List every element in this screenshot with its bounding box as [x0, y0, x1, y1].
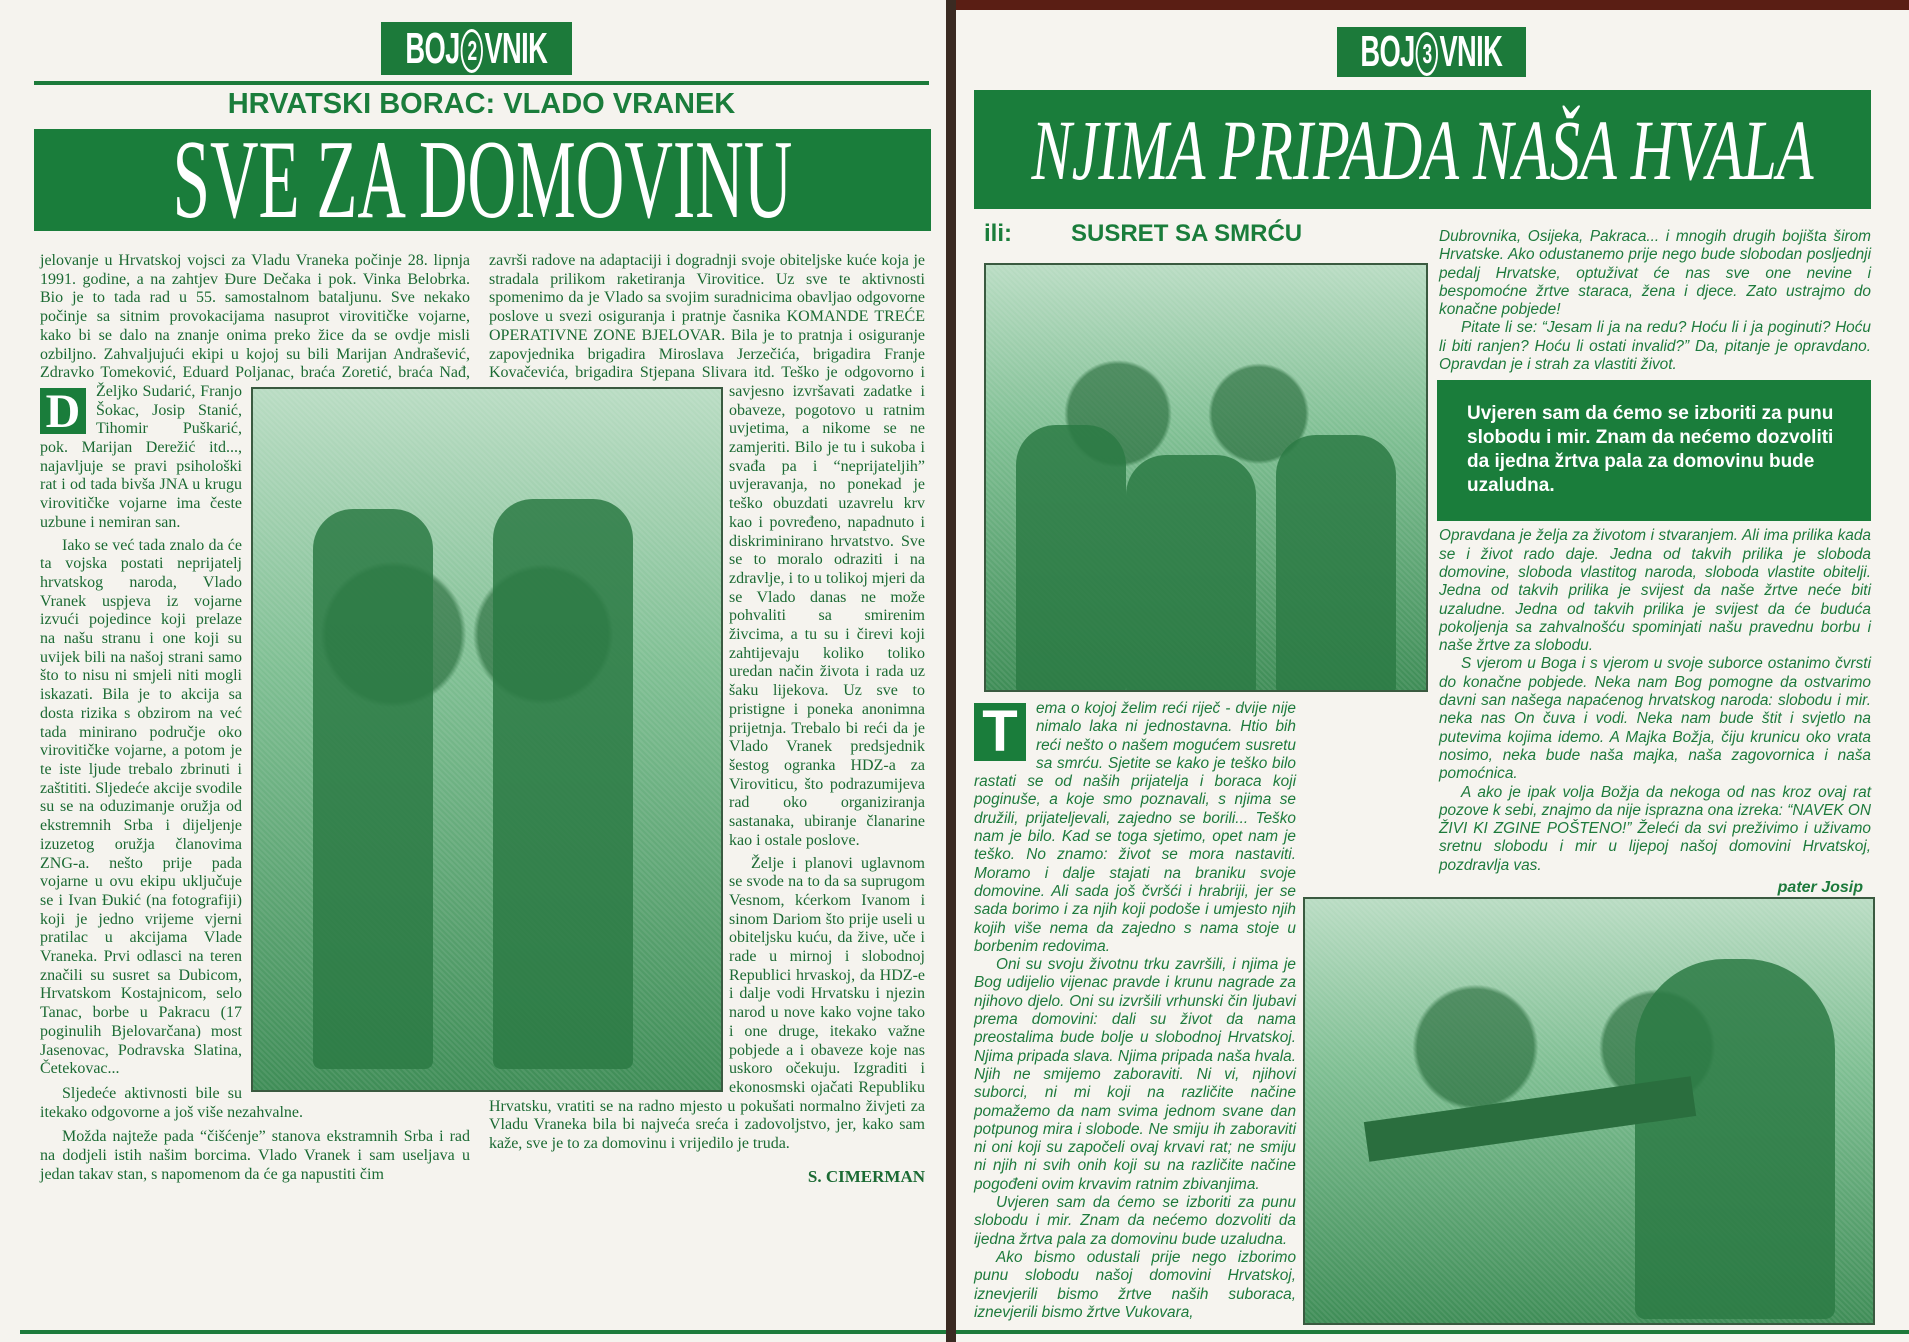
left-page: [0, 0, 946, 1342]
article-col2: [489, 252, 925, 1186]
paragraph: Oni su svoju životnu trku završili, i njima je Bog udijelio vijenac pravde i krunu nagrade za njihovo djelo. Oni su izvršili vrhunski čin ljubavi prema domovini: dali su život da nama preostalima bude bolje u slobodnoj Hrvatskoj. Njima pripada slava. Njima pripada naša hvala. Njih ne smijemo zaboraviti. Ni vi, njihovi suborci, ni mi koji na različite načine pomažemo da nam svima jednom svane dan potpunog mira i slobode. Ne smiju ih zaboraviti ni oni koji su započeli ovaj krvavi rat; ne smiju ni njih ni svih onih koji su na različite načine pogođeni ovim krvavim ratnim zbivanjima.: [974, 956, 1296, 1193]
headline-banner: [974, 90, 1871, 209]
drop-cap: D: [40, 388, 86, 434]
byline: S. CIMERMAN: [807, 1166, 925, 1186]
paragraph: Pitate li se: “Jesam li ja na redu? Hoću li i ja poginuti? Hoću li biti ranjen? Hoću li ostati invalid?” Da, pitanje je opravdano. Opravdan je i strah za vlastiti život.: [1439, 319, 1871, 374]
text-run: Želje i planovi uglavnom se svode na to da sa suprugom Vesnom,: [729, 854, 925, 909]
text-run: Miroslava Jerzečića, brigadira Franje Kovačevića, brigadira Stjepana Slivara itd. Teško je odgovorno i savjesno izvršavati zadatke i obaveze, pogotovo u ratnim uvjetima, a nikome se ne zamjeriti. Bilo je tu i sukoba i svađa pa i “neprijateljih” uvjeravanja, no ponekad je teško obuzdati uzavrelu krv kao i povređeno, napadnuto i diskriminirano hrvatstvo. Sve se to moralo odraziti i na zdravlje, i to u tolikoj mjeri da se Vlado danas ne može pohvaliti sa smirenim živcima, a tu su i čirevi koji zahtijevaju koliko toliko uredan način života i rada uz šaku lijekova. Uz sve to pristigne i poneka anonimna prijetnja. Trebalo bi reći da je Vlado Vranek predsjednik šestog ogranka HDZ-a za Viroviticu, što podrazumijeva rad oko organiziranja sastanaka, ubiranje članarine kao i ostale poslove.: [489, 345, 926, 849]
photo-wrap-spacer: [489, 383, 729, 1096]
paragraph: Ako bismo odustali prije nego izborimo punu slobodu našoj domovini Hrvatskoj, iznevjerili bismo žrtve naših suboraca, iznevjerili bismo žrtve Vukovara,: [974, 1248, 1296, 1321]
logo-text: VNIK: [1439, 27, 1503, 76]
paragraph: Možda najteže pada “čišćenje” stanova ekstramnih Srba i rad na dodjeli istih našim borcima. Vlado Vranek i sam useljava u jedan takav stan, s napomenom da će ga napustiti čim: [40, 1128, 470, 1183]
header-rule: [34, 81, 929, 85]
text-run: kćerkom Ivanom i sinom Dariom što prije useli u obiteljsku kuću, da žive, uče i rade u mirnoj i slobodnoj Republici hrvaskoj, da HDZ-e i dalje vodi Hrvatsku i njezin narod u nove kako vojne tako i one druge, itekako važne pobjede a i obaveze koje nas uskoro očekuju. Izgraditi i ekonosmski ojačati Republiku Hrvatsku, vratiti se na radno mjesto u pokušati normalno živjeti za Vladu Vraneka bila bi najveća sreća i zadovoljstvo, jer, kako sam kaže, sve je to za domovinu i vrijedilo je truda.: [489, 891, 926, 1153]
paragraph: Uvjeren sam da ćemo se izboriti za punu slobodu i mir. Znam da nećemo dozvoliti da ijedna žrtva pala za domovinu bude uzaludna.: [974, 1194, 1296, 1248]
signature: pater Josip: [1777, 879, 1863, 897]
page-number-badge: 2: [461, 29, 483, 73]
paragraph: ema o kojoj želim reći riječ - dvije nije nimalo laka ni jednostavna. Htio bih reći nešto o našem mogućem susretu sa smrću. Sjetite se kako je teško bilo rastati se od naših prijatelja i boraca koji poginuše, a koje smo poznavali, s njima se družili, prijateljevali, zajedno se borili... Teško nam je bilo. Kad se toga sjetimo, opet nam je teško. No znamo: život se mora nastaviti. Moramo i dalje stajati na braniku svoje domovine. Ali sada još čvršći i hrabriji, jer se sada borimo i za njih koji podoše i umjesto njih kojih više nema da zajedno s nama stoje u borbenim redovima.: [974, 700, 1296, 955]
subhead-prefix: ili:: [984, 220, 1012, 247]
logo-text: VNIK: [484, 23, 548, 73]
bojovnik-logo: [381, 22, 572, 75]
drop-cap: T: [974, 703, 1026, 761]
article-col1: [40, 252, 470, 1184]
headline-banner: [34, 129, 931, 231]
left-col-text: [974, 700, 1296, 1322]
logo-text: BOJ: [405, 23, 460, 73]
soldier-figure: [1016, 425, 1126, 692]
paragraph: A ako je ipak volja Božja da nekoga od nas kroz ovaj rat pozove k sebi, znajmo da nije isprazna ona izreka: “NAVEK ON ŽIVI KI ZGINE POŠTENO!” Želeći da svi preživimo i uživamo sretnu slobodu i mir u lijepoj našoj domovini Hrvatskoj, pozdravlja vas.: [1439, 783, 1872, 874]
headline: NJIMA PRIPADA NAŠA HVALA: [1031, 101, 1814, 198]
right-col: [1439, 228, 1871, 897]
footer-rule: [20, 1330, 946, 1334]
logo-text: BOJ: [1360, 27, 1415, 76]
footer-rule: [956, 1330, 1909, 1334]
text-run: jedno vrijeme vjerni pratilac u akcijama Vlade Vraneka. Prvi odlasci na teren značili su susret sa Dubicom, Hrvatskom Kostajnicom, selo Tanac, borbe u Pakracu (17 poginulih Bjelovarčana) most Jasenovac, Podravska Slatina, Četekovac...: [40, 910, 243, 1078]
photo-soldiers-crowd: [984, 263, 1428, 692]
photo-soldier-with-launcher: [1303, 897, 1875, 1325]
soldier-figure: [1276, 435, 1396, 692]
text-run: Iako se već tada znalo da će ta vojska postati neprijatelj hrvatskog naroda, Vlado Vranek uspjeva iz vojarne izvući pojedince koji prelaze na našu stranu i one koji su uvijek bili na našoj strani samo što to nisu ni smjeli niti mogli iskazati. Bila je to akcija sa dosta rizika s obzirom na već tada minirano područje oko virovitičke vojarne, a potom je te iste ljude trebalo zbrinuti i zaštititi. Sljedeće akcije svodile su se na oduzimanje oružja od ekstremnih Srba i dijeljenje izuzetog oružja članovima ZNG-a. nešto prije pada vojarne u ovu ekipu uključuje se i Ivan Đukić (na fotografiji) koji je: [40, 536, 242, 928]
soldier-figure: [1126, 455, 1256, 692]
page-number-badge: 3: [1416, 32, 1438, 76]
right-page: [956, 0, 1909, 1342]
kicker: HRVATSKI BORAC: VLADO VRANEK: [227, 88, 736, 120]
text-run: završi radove na adaptaciji i dogradnji svoje obiteljske kuće koja je stradala prilikom raketiranja Virovitice. Uz sve te aktivnosti spomenimo da je Vlado sa svojim suradnicima obavljao odgovorne poslove u svezi osiguranja i pratnje časnika KOMANDE TREĆE OPERATIVNE ZONE BJELOVAR. Bila je to pratnja i osiguranje zapovjednika brigadira: [489, 252, 925, 363]
paragraph: Opravdana je želja za životom i stvaranjem. Ali ima prilika kada se i život rado daje. Jedna od takvih prilika je sloboda domovine, sloboda vlastitog naroda, sloboda vlastite obitelji. Jedna od takvih prilika je svijest da naše žrtve neće biti uzaludne. Jedna od takvih prilika je svijest da će buduća pokoljenja sa zahvalnošću spominjati našu pravednu borbu i naše žrtve za slobodu.: [1439, 527, 1871, 655]
pull-quote: Uvjeren sam da ćemo se izboriti za punu slobodu i mir. Znam da nećemo dozvoliti da ijedna žrtva pala za domovinu bude uzaludna.: [1437, 380, 1871, 521]
bojovnik-logo: [1337, 27, 1526, 77]
paragraph: S vjerom u Boga i s vjerom u svoje suborce ostanimo čvrsti do konačne pobjede. Neka nam Bog pomogne da ostvarimo davni san našega napaćenog hrvatskog naroda: slobodu i mir. neka nas On čuva i vodi. Neka nam bude štit i svjetlo na putevima kojima idemo. A Majka Božja, čiju krunicu oko vrata nosimo, neka bude naša majka, naša zagovornica i naša pomoćnica.: [1439, 655, 1871, 783]
photo-wrap-spacer: [242, 385, 470, 1096]
soldier-figure: [1635, 959, 1835, 1319]
paragraph: Sljedeće aktivnosti bile su itekako odgovorne a još više nezahvalne.: [40, 1084, 304, 1121]
text-run: jelovanje u Hrvatskoj vojsci za Vladu Vraneka počinje 28. lipnja 1991. godine, a na zahtjev Đure Dečaka i pok. Vinka Belobrka. Bio je to tada rad u 55. samostalnom bataljunu. Sve nekako počinje sa sitnim provokacijama nasuprot virovitičke vojarne, kako bi se dalo na znanje onima preko žice da se ovdje misli ozbiljno. Zahvaljujući ekipi: [40, 252, 470, 363]
subhead: SUSRET SA SMRĆU: [1071, 220, 1303, 247]
page-edge: [956, 0, 1909, 10]
headline: SVE ZA DOMOVINU: [172, 129, 793, 231]
text-run: u kojoj su bili Marijan Andrašević, Zdravko Tomeković, Eduard Poljanac, braća Zoretić, braća Nađ, Željko Sudarić, Franjo Šokac, Josip Stanić, Tihomir Puškarić, pok. Marijan Derežić itd..., najavljuje se pravi psihološki rat i od tada bivša JNA u krugu virovitičke vojarne ima česte uzbune i nemiran san.: [40, 345, 470, 531]
paragraph: Dubrovnika, Osijeka, Pakraca... i mnogih drugih bojišta širom Hrvatske. Ako odustanemo prije nego bude slobodan posljednji pedalj Hrvatske, optuživat će nas sve one nevine i bespomoćne žrtve staraca, žena i djece. Zato ustrajmo do konačne pobjede!: [1439, 228, 1871, 319]
